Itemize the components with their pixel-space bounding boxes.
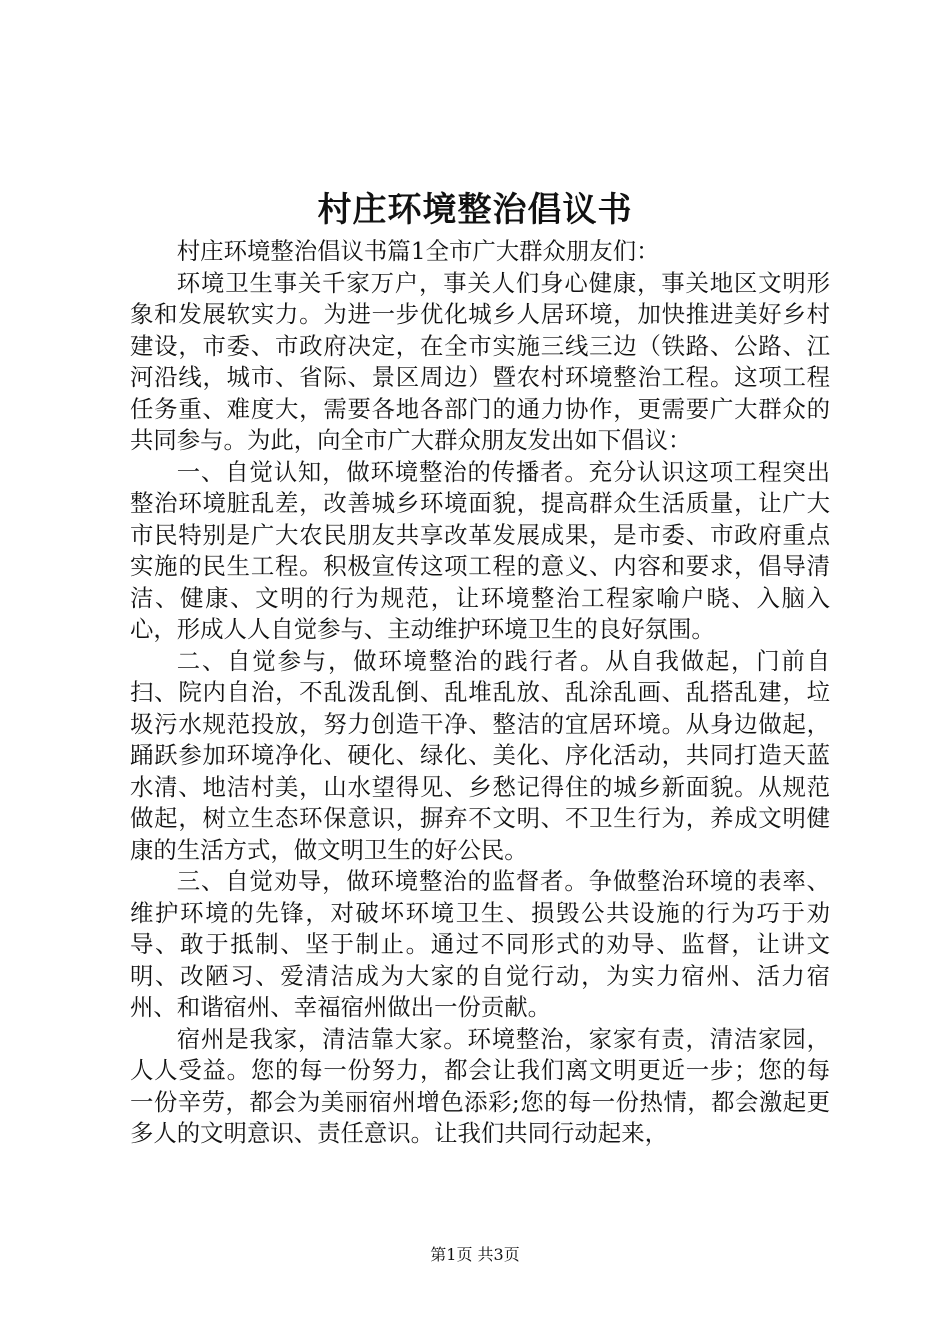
paragraph-point-2: 二、自觉参与，做环境整治的践行者。从自我做起，门前自扫、院内自治，不乱泼乱倒、乱堆乱放、乱涂乱画、乱搭乱建，垃圾污水规范投放，努力创造干净、整洁的宜居环境。从身边做起，踊跃参加环境净化、硬化、绿化、美化、序化活动，共同打造天蓝水清、地洁村美，山水望得见、乡愁记得住的城乡新面貌。从规范做起，树立生态环保意识，摒弃不文明、不卫生行为，养成文明健康的生活方式，做文明卫生的好公民。 — [130, 646, 830, 864]
paragraph-closing: 宿州是我家，清洁靠大家。环境整治，家家有责，清洁家园，人人受益。您的每一份努力，都会让我们离文明更近一步；您的每一份辛劳，都会为美丽宿州增色添彩;您的每一份热情，都会激起更多人的文明意识、责任意识。让我们共同行动起来， — [130, 1024, 830, 1147]
page-number: 第1页 共3页 — [430, 1245, 520, 1264]
paragraph-point-1: 一、自觉认知，做环境整治的传播者。充分认识这项工程突出整治环境脏乱差，改善城乡环境面貌，提高群众生活质量，让广大市民特别是广大农民朋友共享改革发展成果，是市委、市政府重点实施的民生工程。积极宣传这项工程的意义、内容和要求，倡导清洁、健康、文明的行为规范，让环境整治工程家喻户晓、入脑入心，形成人人自觉参与、主动维护环境卫生的良好氛围。 — [130, 457, 830, 643]
document-body — [130, 236, 830, 1150]
page-title: 村庄环境整治倡议书 — [317, 190, 633, 230]
paragraph-greeting: 村庄环境整治倡议书篇1全市广大群众朋友们： — [176, 237, 660, 265]
paragraph-point-3: 三、自觉劝导，做环境整治的监督者。争做整治环境的表率、维护环境的先锋，对破坏环境卫生、损毁公共设施的行为巧于劝导、敢于抵制、坚于制止。通过不同形式的劝导、监督，让讲文明、改陋习、爱清洁成为大家的自觉行动，为实力宿州、活力宿州、和谐宿州、幸福宿州做出一份贡献。 — [130, 867, 830, 1021]
paragraph-intro: 环境卫生事关千家万户，事关人们身心健康，事关地区文明形象和发展软实力。为进一步优化城乡人居环境，加快推进美好乡村建设，市委、市政府决定，在全市实施三线三边（铁路、公路、江河沿线，城市、省际、景区周边）暨农村环境整治工程。这项工程任务重、难度大，需要各地各部门的通力协作，更需要广大群众的共同参与。为此，向全市广大群众朋友发出如下倡议： — [130, 268, 830, 454]
